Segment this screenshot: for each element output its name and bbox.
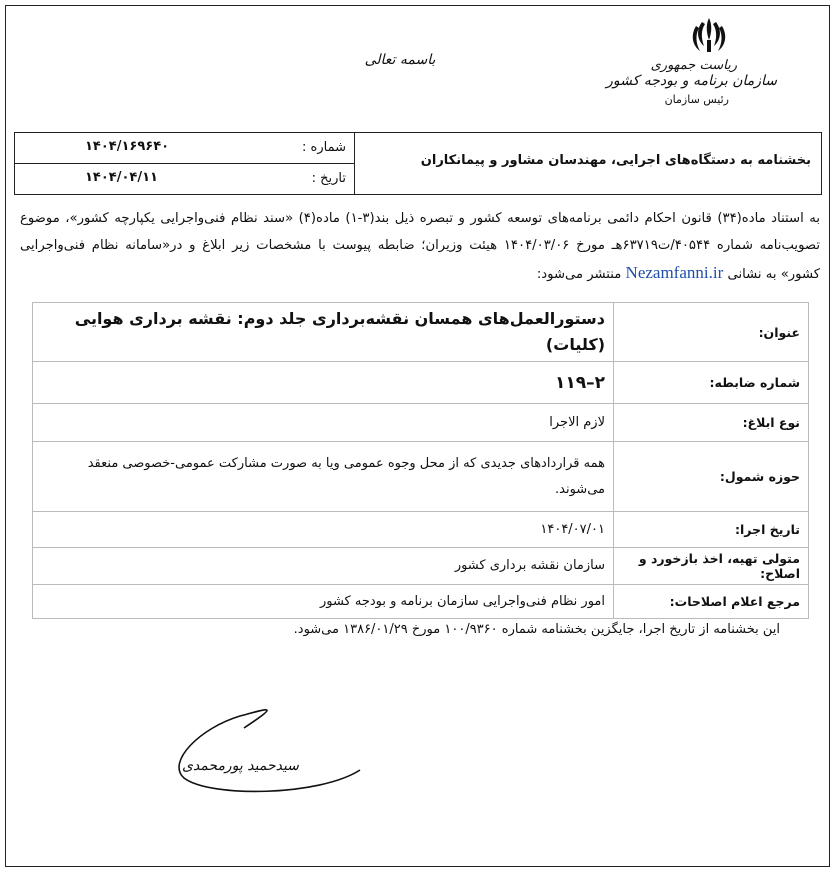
- table-row: [33, 442, 809, 512]
- table-row: [33, 512, 809, 548]
- row-value: سازمان نقشه برداری کشور: [33, 548, 614, 585]
- site-link[interactable]: Nezamfanni.ir: [625, 263, 724, 282]
- row-key: حوزه شمول:: [614, 442, 809, 512]
- number-value: ۱۴۰۴/۱۶۹۶۴۰: [85, 139, 170, 154]
- row-key: نوع ابلاغ:: [614, 404, 809, 442]
- footer-note: این بخشنامه از تاریخ اجرا، جایگزین بخشنامه شماره ۱۰۰/۹۳۶۰ مورخ ۱۳۸۶/۰۱/۲۹ می‌شود.: [293, 622, 780, 637]
- signature: [170, 700, 370, 810]
- row-key: عنوان:: [614, 303, 809, 362]
- row-value: امور نظام فنی‌واجرایی سازمان برنامه و بودجه کشور: [33, 585, 614, 619]
- row-value: ۲–۱۱۹: [33, 362, 614, 404]
- intro-paragraph: [20, 205, 820, 288]
- table-row: [33, 585, 809, 619]
- row-value: ۱۴۰۴/۰۷/۰۱: [33, 512, 614, 548]
- row-value: لازم الاجرا: [33, 404, 614, 442]
- org-line-2: سازمان برنامه و بودجه کشور: [606, 73, 777, 89]
- addressee-box: [14, 132, 822, 195]
- row-key: مرجع اعلام اصلاحات:: [614, 585, 809, 619]
- date-label: تاریخ :: [311, 170, 346, 186]
- letter-meta: [15, 133, 355, 194]
- date-row: [15, 164, 354, 195]
- number-label: شماره :: [302, 140, 346, 155]
- basmala: باسمه تعالی: [364, 52, 436, 68]
- date-value: ۱۴۰۴/۰۴/۱۱: [85, 169, 158, 185]
- row-value: دستورالعمل‌های همسان نقشه‌برداری جلد دوم: نقشه برداری هوایی (کلیات): [33, 303, 614, 362]
- iran-emblem-icon: [688, 14, 730, 56]
- intro-text: به استناد ماده(۳۴) قانون احکام دائمی برنامه‌های توسعه کشور و تبصره ذیل بند(۳-۱) ماده(۴) «سند نظام فنی‌واجرایی یکپارچه کشور»، موضوع تصویب‌نامه شماره ۴۰۵۴۴/ت۶۳۷۱۹هـ مورخ ۱۴۰۴/۰۳/۰۶ هیئت وزیران؛ ضابطه پیوست با مشخصات زیر ابلاغ و در«سامانه نظام فنی‌واجرایی کشور» به نشانی: [20, 211, 821, 282]
- signature-name: سیدحمید پورمحمدی: [182, 758, 299, 774]
- table-row: [33, 404, 809, 442]
- table-row: [33, 303, 809, 362]
- addressee: بخشنامه به دستگاه‌های اجرایی، مهندسان مشاور و پیمانکاران: [420, 153, 811, 168]
- row-value: همه قراردادهای جدیدی که از محل وجوه عمومی ویا به صورت مشارکت عمومی-خصوصی منعقد می‌شوند.: [33, 442, 614, 512]
- table-row: [33, 362, 809, 404]
- row-key: متولی تهیه، اخذ بازخورد و اصلاح:: [614, 548, 809, 585]
- row-key: شماره ضابطه:: [614, 362, 809, 404]
- org-line-1: ریاست جمهوری: [650, 58, 737, 73]
- table-row: [33, 548, 809, 585]
- row-key: تاریخ اجرا:: [614, 512, 809, 548]
- info-table: [32, 302, 809, 619]
- organization-block: [557, 58, 777, 106]
- signature-stroke-icon: [170, 700, 370, 810]
- intro-text-end: منتشر می‌شود:: [536, 267, 622, 282]
- org-line-3: رئیس سازمان: [664, 93, 729, 106]
- number-row: [15, 133, 354, 164]
